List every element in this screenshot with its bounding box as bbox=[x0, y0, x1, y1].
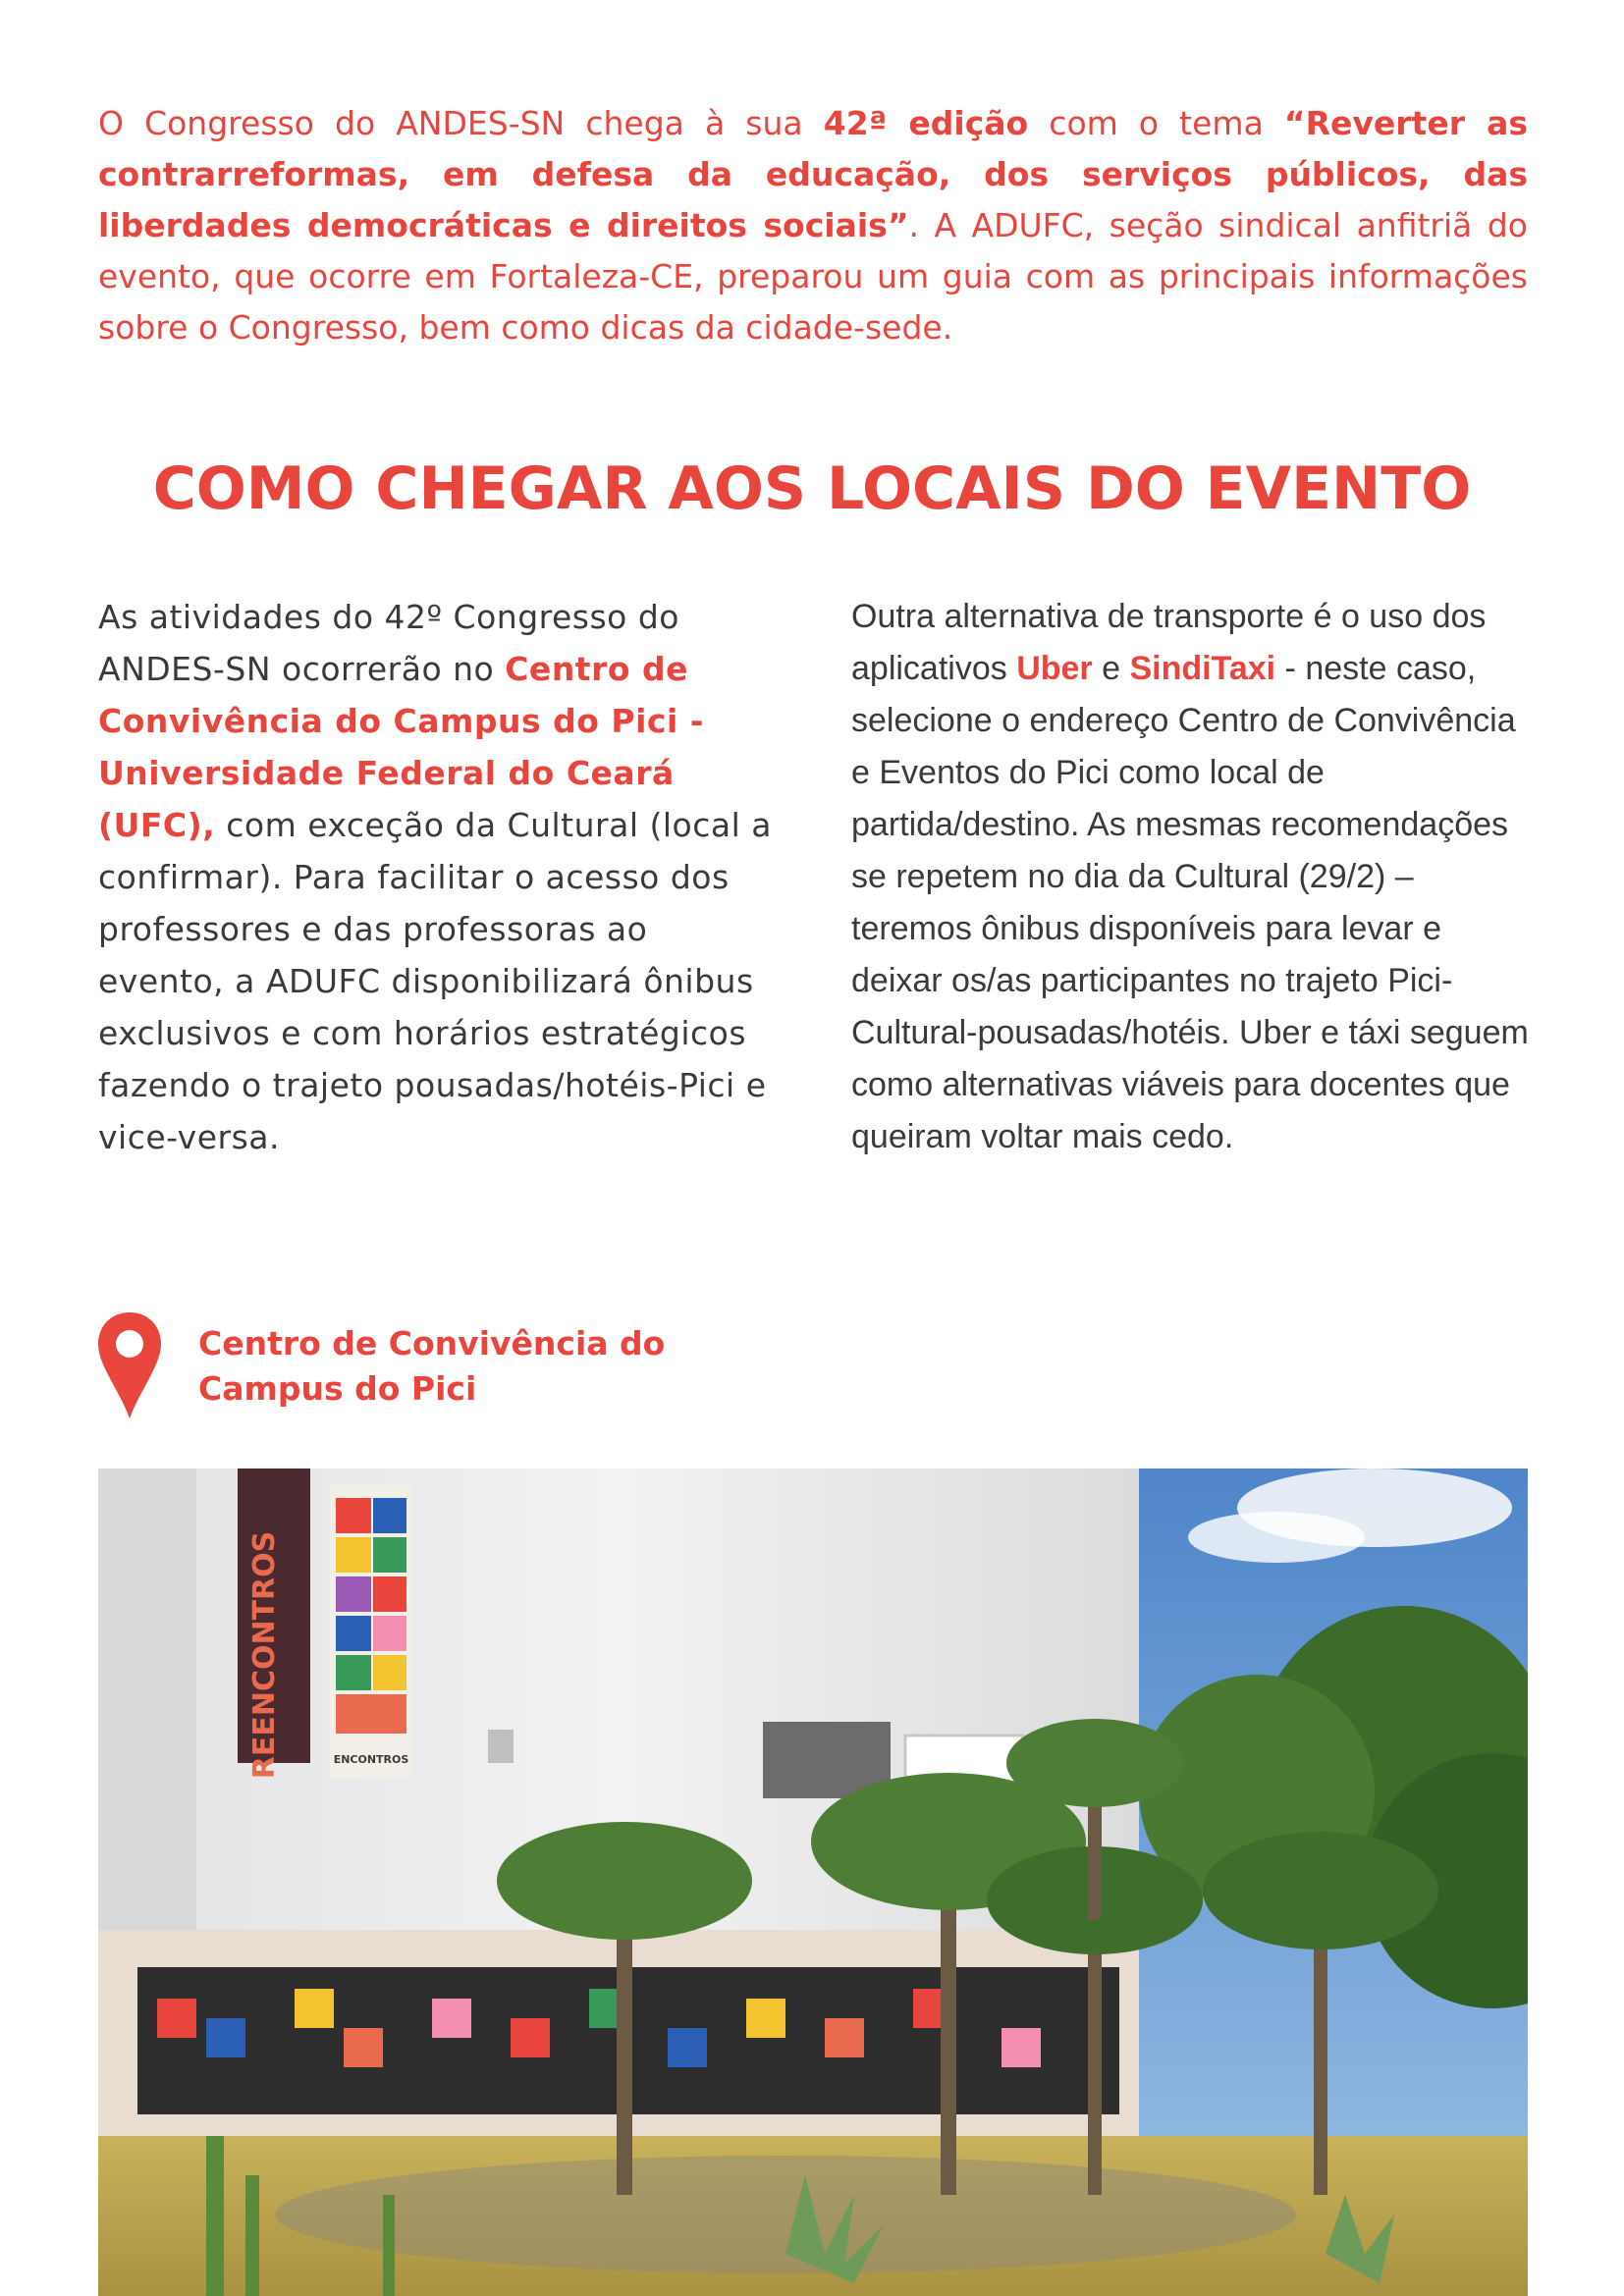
venue-highlight: Centro de Convivência do Campus do Pici - Universidade Federal do Ceará (UFC), bbox=[98, 650, 704, 844]
left-text-1: As atividades do 42º Congresso do ANDES-SN ocorrerão no bbox=[98, 598, 679, 688]
uber-highlight: Uber bbox=[1016, 650, 1093, 687]
banner-text: REENCONTROS bbox=[247, 1530, 282, 1780]
right-text-3: - neste caso, selecione o endereço Centro de Convivência e Eventos do Pici como local de partida/destino. As mesmas recomendações se repetem no dia da Cultural (29/2) – teremos ônibus disponíveis para levar e deixar os/as participantes no trajeto Pici-Cultural-pousadas/hotéis. Uber e táxi seguem como alternativas viáveis para docentes que queiram voltar mais cedo. bbox=[851, 650, 1529, 1155]
intro-text-1: O Congresso do ANDES-SN chega à sua bbox=[98, 104, 824, 142]
right-text-1: Outra alternativa de transporte é o uso dos aplicativos bbox=[851, 598, 1487, 687]
section-heading: COMO CHEGAR AOS LOCAIS DO EVENTO bbox=[152, 454, 1472, 523]
intro-text-2: com o tema bbox=[1028, 104, 1284, 142]
sinditaxi-highlight: SindiTaxi bbox=[1129, 650, 1276, 687]
venue-photo bbox=[98, 1468, 1528, 2296]
location-label-line1: Centro de Convivência do bbox=[198, 1324, 666, 1362]
map-pin-icon bbox=[96, 1310, 163, 1420]
left-text-2: com exceção da Cultural (local a confirmar). Para facilitar o acesso dos professores e das professoras ao evento, a ADUFC disponibilizará ônibus exclusivos e com horários estratégicos fazendo o trajeto pousadas/hotéis-Pici e vice-versa. bbox=[98, 806, 772, 1156]
location-label bbox=[198, 1321, 665, 1412]
banner-logo-text: ENCONTROS bbox=[333, 1753, 409, 1766]
intro-theme: “Reverter as contrarreformas, em defesa da educação, dos serviços públicos, das liberdades democráticas e direitos sociais” bbox=[98, 104, 1528, 244]
intro-text-3: . A ADUFC, seção sindical anfitriã do evento, que ocorre em Fortaleza-CE, preparou um guia com as principais informações sobre o Congresso, bem como dicas da cidade-sede. bbox=[98, 206, 1528, 347]
right-text-2: e bbox=[1092, 650, 1130, 687]
right-column-text bbox=[851, 591, 1539, 1163]
intro-edition: 42ª edição bbox=[823, 104, 1029, 142]
location-label-line2: Campus do Pici bbox=[198, 1369, 477, 1408]
intro-paragraph bbox=[98, 98, 1528, 353]
left-column-text bbox=[98, 591, 776, 1163]
